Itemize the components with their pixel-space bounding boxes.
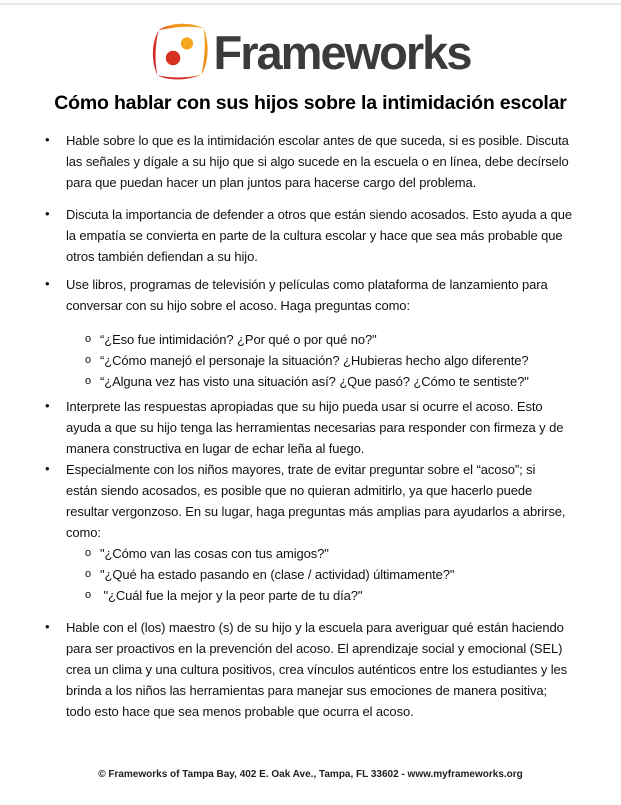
circle-bullet-marker: o: [85, 333, 92, 345]
bullet-line: resultar vergonzoso. En su lugar, haga preguntas más amplias para ayudarlos a abrirse,: [66, 504, 566, 519]
sub-bullet-text: "¿Cuál fue la mejor y la peor parte de tu día?": [100, 588, 363, 603]
bullet-item: [45, 396, 621, 459]
sub-bullet-text: “¿Eso fue intimidación? ¿Por qué o por qué no?": [100, 332, 377, 347]
circle-bullet-marker: o: [85, 547, 92, 559]
sub-bullet-list: [66, 543, 621, 606]
bullet-line: conversar con su hijo sobre el acoso. Haga preguntas como:: [66, 298, 410, 313]
circle-bullet-marker: o: [85, 375, 92, 387]
bullet-line: todo esto hace que sea menos probable que ocurra el acoso.: [66, 704, 414, 719]
bullet-line: la empatía se convierta en parte de la cultura escolar y hace que sea más probable que: [66, 228, 563, 243]
disc-bullet-marker: •: [45, 619, 50, 634]
sub-bullet-list: [66, 329, 621, 392]
bullet-line: están siendo acosados, es posible que no quieran admitirlo, ya que hacerlo puede: [66, 483, 533, 498]
bullet-line: Discuta la importancia de defender a otros que están siendo acosados. Esto ayuda a que: [66, 207, 572, 222]
logo-wordmark: Frameworks: [213, 25, 471, 79]
bullet-line: Hable sobre lo que es la intimidación escolar antes de que suceda, si es posible. Discuta: [66, 133, 569, 148]
bullet-item: [45, 459, 621, 606]
bullet-line: Hable con el (los) maestro (s) de su hijo y la escuela para averiguar qué están haciendo: [66, 620, 564, 635]
disc-bullet-marker: •: [45, 132, 50, 147]
disc-bullet-marker: •: [45, 206, 50, 221]
bullet-line: Especialmente con los niños mayores, trate de evitar preguntar sobre el “acoso”; si: [66, 462, 536, 477]
sub-bullet-item: [85, 371, 621, 392]
bullet-line: crea un clima y una cultura positivos, crea vínculos auténticos entre los estudiantes y les: [66, 662, 568, 677]
bullet-line: como:: [66, 525, 101, 540]
disc-bullet-marker: •: [45, 276, 50, 291]
bullet-item: [45, 130, 621, 193]
bullet-line: para ser proactivos en la prevención del acoso. El aprendizaje social y emocional (SEL): [66, 641, 563, 656]
circle-bullet-marker: o: [85, 568, 92, 580]
sub-bullet-item: [85, 543, 621, 564]
bullet-line: Interprete las respuestas apropiadas que su hijo pueda usar si ocurre el acoso. Esto: [66, 399, 543, 414]
bullet-item: [45, 204, 621, 267]
sub-bullet-text: “¿Cómo manejó el personaje la situación? ¿Hubieras hecho algo diferente?: [100, 353, 529, 368]
sub-bullet-text: “¿Alguna vez has visto una situación así? ¿Que pasó? ¿Cómo te sentiste?": [100, 374, 529, 389]
circle-bullet-marker: o: [85, 354, 92, 366]
footer-text: © Frameworks of Tampa Bay, 402 E. Oak Ave., Tampa, FL 33602 - www.myframeworks.org: [98, 769, 523, 780]
page-top-edge: [0, 3, 621, 5]
bullet-line: para que puedan hacer un plan juntos para hacerse cargo del problema.: [66, 175, 477, 190]
bullet-line: ayuda a que su hijo tenga las herramientas necesarias para responder con firmeza y de: [66, 420, 564, 435]
disc-bullet-marker: •: [45, 398, 50, 413]
logo: [0, 0, 621, 81]
footer: [0, 769, 621, 780]
bullet-line: manera constructiva en lugar de echar leña al fuego.: [66, 441, 365, 456]
sub-bullet-text: "¿Qué ha estado pasando en (clase / actividad) últimamente?": [100, 567, 455, 582]
bullet-item: [45, 274, 621, 392]
bullet-line: brinda a los niños las herramientas para manejar sus emociones de manera positiva;: [66, 683, 548, 698]
bullet-item: [45, 617, 621, 722]
sub-bullet-item: [85, 564, 621, 585]
bullet-line: otros también defiendan a su hijo.: [66, 249, 258, 264]
bullet-list: [45, 130, 621, 722]
page-title: Cómo hablar con sus hijos sobre la intimidación escolar: [54, 92, 567, 114]
bullet-line: las señales y dígale a su hijo que si algo sucede en la escuela o en línea, debe decírselo: [66, 154, 569, 169]
sub-bullet-item: [85, 329, 621, 350]
sub-bullet-text: "¿Cómo van las cosas con tus amigos?": [100, 546, 329, 561]
bullet-line: Use libros, programas de televisión y películas como plataforma de lanzamiento para: [66, 277, 548, 292]
circle-bullet-marker: o: [85, 589, 92, 601]
frameworks-logo-icon: [151, 21, 209, 81]
sub-bullet-item: [85, 585, 621, 606]
disc-bullet-marker: •: [45, 461, 50, 476]
sub-bullet-item: [85, 350, 621, 371]
